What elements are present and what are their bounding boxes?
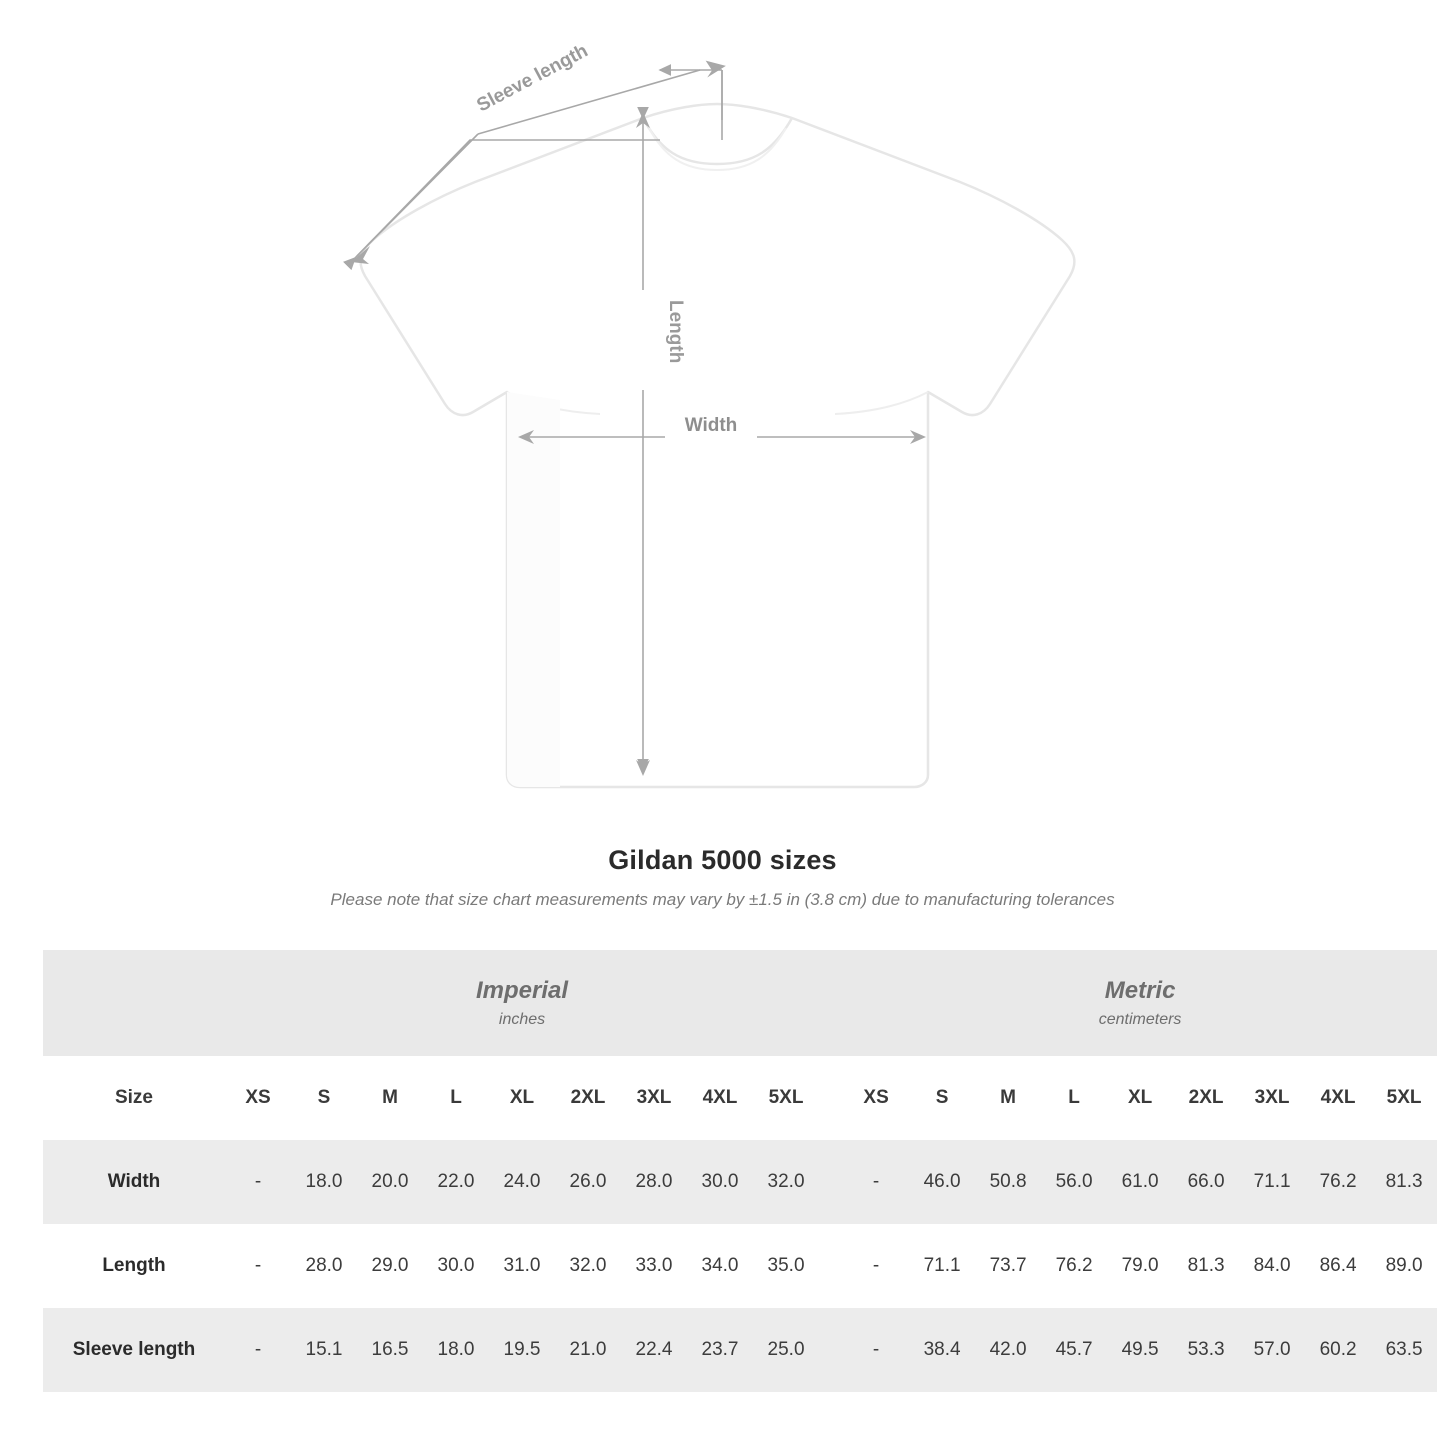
sleeve-met-xl: 49.5 (1107, 1308, 1173, 1392)
length-imp-4xl: 34.0 (701, 1255, 739, 1276)
sleeve-met-s: 38.4 (909, 1308, 975, 1392)
width-met-s: 46.0 (909, 1140, 975, 1224)
size-header-met-xl: XL (1107, 1056, 1173, 1140)
length-imp-s: 28.0 (305, 1255, 343, 1276)
sleeve-imp-l: 18.0 (423, 1308, 489, 1392)
width-met-l: 56.0 (1041, 1140, 1107, 1224)
size-header-imp-m: M (357, 1056, 423, 1140)
sleeve-met-3xl: 57.0 (1239, 1308, 1305, 1392)
sleeve-imp-s: 15.1 (291, 1308, 357, 1392)
length-label: Length (665, 300, 686, 364)
sleeve-met-2xl: 53.3 (1173, 1308, 1239, 1392)
width-met-m: 50.8 (975, 1140, 1041, 1224)
width-imp-xl: 24.0 (489, 1140, 555, 1224)
size-table-wrapper (43, 950, 1423, 1392)
sleeve-met-l: 45.7 (1041, 1308, 1107, 1392)
row-label-length: Length (102, 1255, 166, 1276)
sleeve-imp-xl: 19.5 (489, 1308, 555, 1392)
size-label: Size (43, 1056, 225, 1140)
sleeve-imp-3xl: 22.4 (621, 1308, 687, 1392)
sleeve-met-5xl: 63.5 (1371, 1308, 1437, 1392)
table-row-sleeve-length (43, 1308, 1437, 1392)
size-header-imp-4xl: 4XL (687, 1056, 753, 1140)
sleeve-imp-4xl: 23.7 (687, 1308, 753, 1392)
width-imp-s: 18.0 (291, 1140, 357, 1224)
size-header-met-l: L (1041, 1056, 1107, 1140)
length-imp-l: 30.0 (437, 1255, 475, 1276)
length-met-5xl: 89.0 (1385, 1255, 1423, 1276)
unit-header-row (43, 950, 1437, 1056)
row-label-width: Width (43, 1140, 225, 1224)
length-imp-xs: - (254, 1255, 262, 1276)
width-met-3xl: 71.1 (1239, 1140, 1305, 1224)
width-imp-4xl: 30.0 (687, 1140, 753, 1224)
size-header-imp-5xl: 5XL (753, 1056, 819, 1140)
sleeve-met-xs: - (843, 1308, 909, 1392)
size-header-met-s: S (909, 1056, 975, 1140)
length-met-3xl: 84.0 (1253, 1255, 1291, 1276)
width-met-xl: 61.0 (1107, 1140, 1173, 1224)
width-label: Width (684, 415, 738, 436)
width-imp-l: 22.0 (423, 1140, 489, 1224)
width-imp-xs: - (225, 1140, 291, 1224)
page-title: Gildan 5000 sizes (608, 845, 837, 875)
width-gap (819, 1140, 843, 1224)
width-imp-m: 20.0 (357, 1140, 423, 1224)
length-met-2xl: 81.3 (1187, 1255, 1225, 1276)
unit-header-gap (819, 950, 843, 1056)
tshirt-shape (361, 104, 1075, 787)
width-imp-3xl: 28.0 (621, 1140, 687, 1224)
sleeve-imp-2xl: 21.0 (555, 1308, 621, 1392)
size-header-imp-3xl: 3XL (621, 1056, 687, 1140)
length-imp-2xl: 32.0 (569, 1255, 607, 1276)
size-header-met-4xl: 4XL (1305, 1056, 1371, 1140)
unit-header-spacer-left (43, 950, 225, 1056)
width-met-5xl: 81.3 (1371, 1140, 1437, 1224)
length-met-m: 73.7 (989, 1255, 1027, 1276)
length-met-s: 71.1 (923, 1255, 961, 1276)
size-header-met-xs: XS (843, 1056, 909, 1140)
width-met-4xl: 76.2 (1305, 1140, 1371, 1224)
size-header-imp-s: S (291, 1056, 357, 1140)
length-met-l: 76.2 (1055, 1255, 1093, 1276)
size-header-imp-xs: XS (225, 1056, 291, 1140)
width-imp-5xl: 32.0 (753, 1140, 819, 1224)
sleeve-met-4xl: 60.2 (1305, 1308, 1371, 1392)
sleeve-gap (819, 1308, 843, 1392)
size-header-imp-xl: XL (489, 1056, 555, 1140)
length-met-4xl: 86.4 (1319, 1255, 1357, 1276)
table-row-width (43, 1140, 1437, 1224)
length-met-xl: 79.0 (1121, 1255, 1159, 1276)
size-header-imp-2xl: 2XL (555, 1056, 621, 1140)
size-header-imp-l: L (423, 1056, 489, 1140)
title-block (0, 845, 1445, 910)
sleeve-met-m: 42.0 (975, 1308, 1041, 1392)
unit-header-metric (843, 950, 1437, 1056)
size-table (43, 950, 1437, 1392)
size-header-met-5xl: 5XL (1371, 1056, 1437, 1140)
row-label-sleeve-length: Sleeve length (43, 1308, 225, 1392)
imperial-name: Imperial (476, 976, 569, 1004)
length-imp-m: 29.0 (371, 1255, 409, 1276)
sleeve-imp-5xl: 25.0 (753, 1308, 819, 1392)
metric-name: Metric (1104, 976, 1176, 1004)
sleeve-imp-xs: - (225, 1308, 291, 1392)
width-imp-2xl: 26.0 (555, 1140, 621, 1224)
sleeve-imp-m: 16.5 (357, 1308, 423, 1392)
sleeve-length-label: Sleeve length (473, 40, 592, 117)
length-met-xs: - (872, 1255, 880, 1276)
width-met-xs: - (843, 1140, 909, 1224)
size-header-met-2xl: 2XL (1173, 1056, 1239, 1140)
imperial-sub: inches (498, 1011, 546, 1029)
width-met-2xl: 66.0 (1173, 1140, 1239, 1224)
size-header-met-3xl: 3XL (1239, 1056, 1305, 1140)
size-header-gap (819, 1056, 843, 1140)
size-header-row (43, 1056, 1437, 1140)
length-imp-3xl: 33.0 (635, 1255, 673, 1276)
length-imp-xl: 31.0 (503, 1255, 541, 1276)
tolerance-note: Please note that size chart measurements may vary by ±1.5 in (3.8 cm) due to manufacturing tolerances (330, 890, 1115, 909)
table-row-length (43, 1224, 1437, 1308)
length-gap (819, 1224, 843, 1308)
unit-header-imperial (225, 950, 819, 1056)
size-header-met-m: M (975, 1056, 1041, 1140)
length-imp-5xl: 35.0 (767, 1255, 805, 1276)
metric-sub: centimeters (1098, 1011, 1182, 1029)
